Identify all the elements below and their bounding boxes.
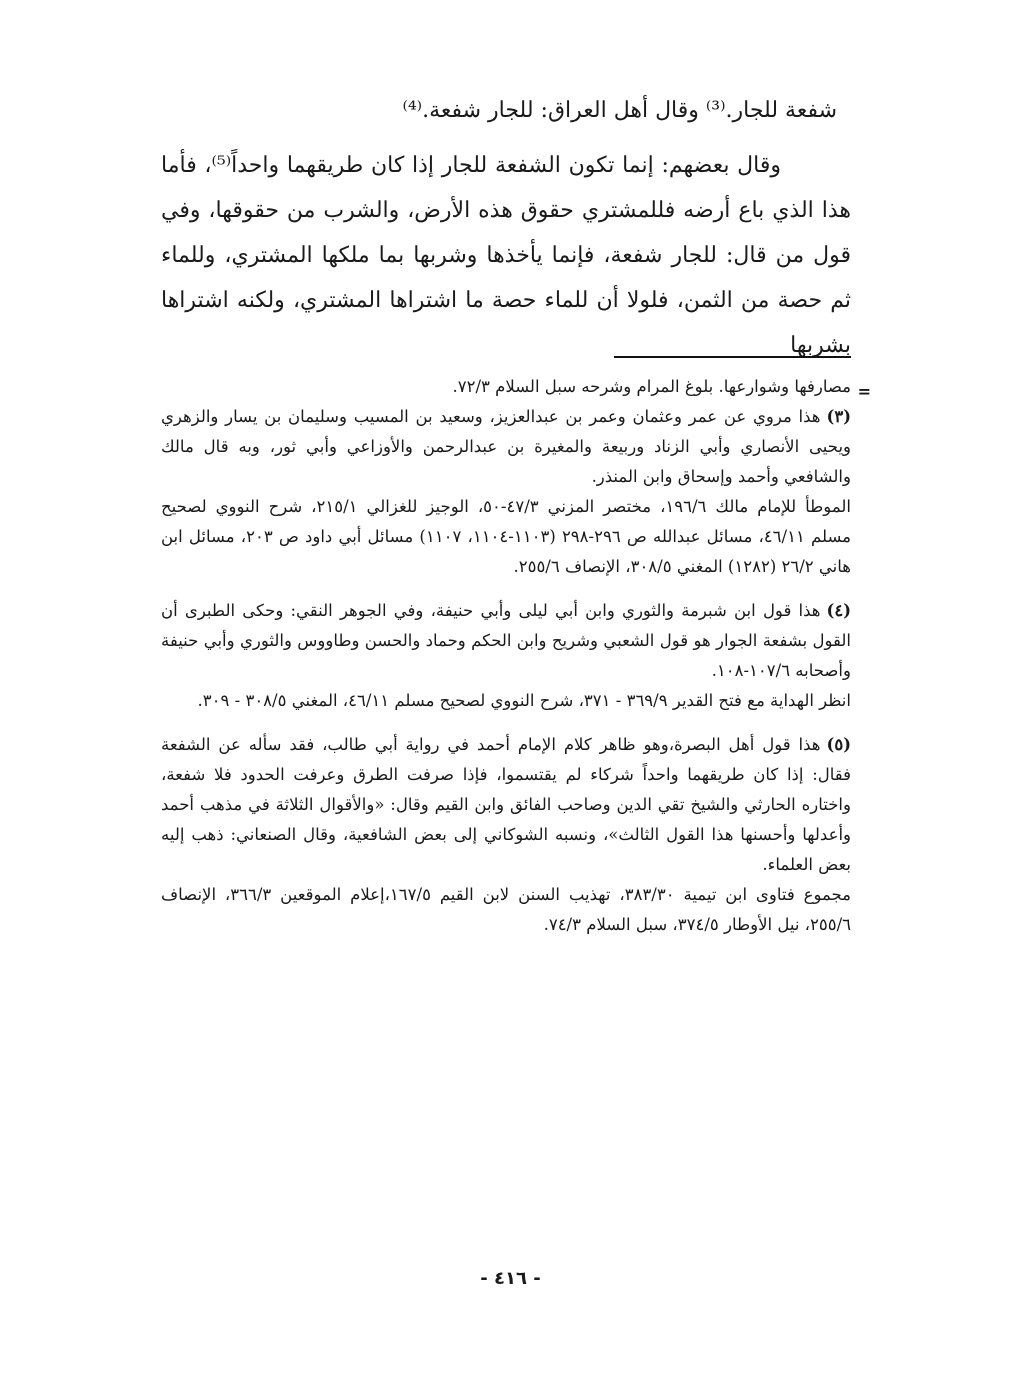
footnote-4-references: انظر الهداية مع فتح القدير ٣٦٩/٩ - ٣٧١، شرح النووي لصحيح مسلم ٤٦/١١، المغني ٣٠٨/٥ - ٣٠٩. bbox=[197, 691, 851, 710]
footnote-4-number: (٤) bbox=[826, 601, 851, 620]
main-text bbox=[161, 88, 851, 368]
main-text-line-1: شفعة للجار.⁽³⁾ وقال أهل العراق: للجار شفعة.⁽⁴⁾ bbox=[402, 98, 837, 123]
footnote-4-body: هذا قول ابن شبرمة والثوري وابن أبي ليلى وأبي حنيفة، وفي الجوهر النقي: وحكى الطبرى أن القول بشفعة الجوار هو قول الشعبي وشريح وابن الحكم وحماد والحسن وطاووس والثوري وأبي حنيفة وأصحابه ١٠٧/٦-١٠٨. bbox=[161, 601, 851, 680]
footnote-5-number: (٥) bbox=[826, 735, 851, 754]
footnote-5-references: مجموع فتاوى ابن تيمية ٣٨٣/٣٠، تهذيب السنن لابن القيم ١٦٧/٥،إعلام الموقعين ٣٦٦/٣، الإنصاف ٢٥٥/٦، نيل الأوطار ٣٧٤/٥، سبل السلام ٧٤/٣. bbox=[161, 885, 851, 934]
footnote-4 bbox=[161, 596, 851, 716]
footnote-5-body: هذا قول أهل البصرة،وهو ظاهر كلام الإمام أحمد في رواية أبي طالب، فقد سأله عن الشفعة فقال: إذا كان طريقهما واحداً شركاء لم يقتسموا، فإذا صرفت الطرق وعرفت الحدود فلا شفعة، واختاره الحارثي والشيخ تقي الدين وصاحب الفائق وابن القيم وقال: «والأقوال الثلاثة في مذهب أحمد وأعدلها وأحسنها هذا القول الثالث»، ونسبه الشوكاني إلى بعض الشافعية، وقال الصنعاني: ذهب إليه بعض العلماء. bbox=[161, 735, 851, 874]
footnote-3-body: هذا مروي عن عمر وعثمان وعمر بن عبدالعزيز، وسعيد بن المسيب وسليمان بن يسار والزهري ويحيى الأنصاري وأبي الزناد وربيعة والمغيرة بن عبدالرحمن والأوزاعي وأبي ثور، وبه قال مالك والشافعي وأحمد وإسحاق وابن المنذر. bbox=[161, 407, 851, 486]
page-number: - ٤١٦ - bbox=[480, 1268, 541, 1289]
footnote-4-text bbox=[161, 596, 851, 686]
footnote-3-number: (٣) bbox=[826, 407, 851, 426]
footnote-3-references: الموطأ للإمام مالك ١٩٦/٦، مختصر المزني ٤٧/٣-٥٠، الوجيز للغزالي ٢١٥/١، شرح النووي لصحيح مسلم ٤٦/١١، مسائل عبدالله ص ٢٩٦-٢٩٨ (١١٠٣-١١٠٤، ١١٠٧) مسائل أبي داود ص ٢٠٣، مسائل ابن هاني ٢٦/٢ (١٢٨٢) المغني ٣٠٨/٥، الإنصاف ٢٥٥/٦. bbox=[161, 497, 851, 576]
footnote-3-text bbox=[161, 402, 851, 492]
footnotes bbox=[161, 372, 851, 954]
footnote-5 bbox=[161, 730, 851, 940]
footnote-continuation-mark: = bbox=[857, 382, 871, 401]
footnote-continuation: مصارفها وشوارعها. بلوغ المرام وشرحه سبل السلام ٧٢/٣. bbox=[452, 377, 851, 396]
footnote-3 bbox=[161, 402, 851, 582]
footnote-5-text bbox=[161, 730, 851, 880]
main-text-paragraph: وقال بعضهم: إنما تكون الشفعة للجار إذا كان طريقهما واحداً⁽⁵⁾، فأما هذا الذي باع أرضه فللمشتري حقوق هذه الأرض، والشرب من حقوقها، وفي قول من قال: للجار شفعة، فإنما يأخذها وشربها بما ملكها المشتري، وللماء ثم حصة من الثمن، فلولا أن للماء حصة ما اشتراها المشتري، ولكنه اشتراها بشربها bbox=[161, 153, 851, 358]
footnote-separator bbox=[614, 356, 851, 358]
